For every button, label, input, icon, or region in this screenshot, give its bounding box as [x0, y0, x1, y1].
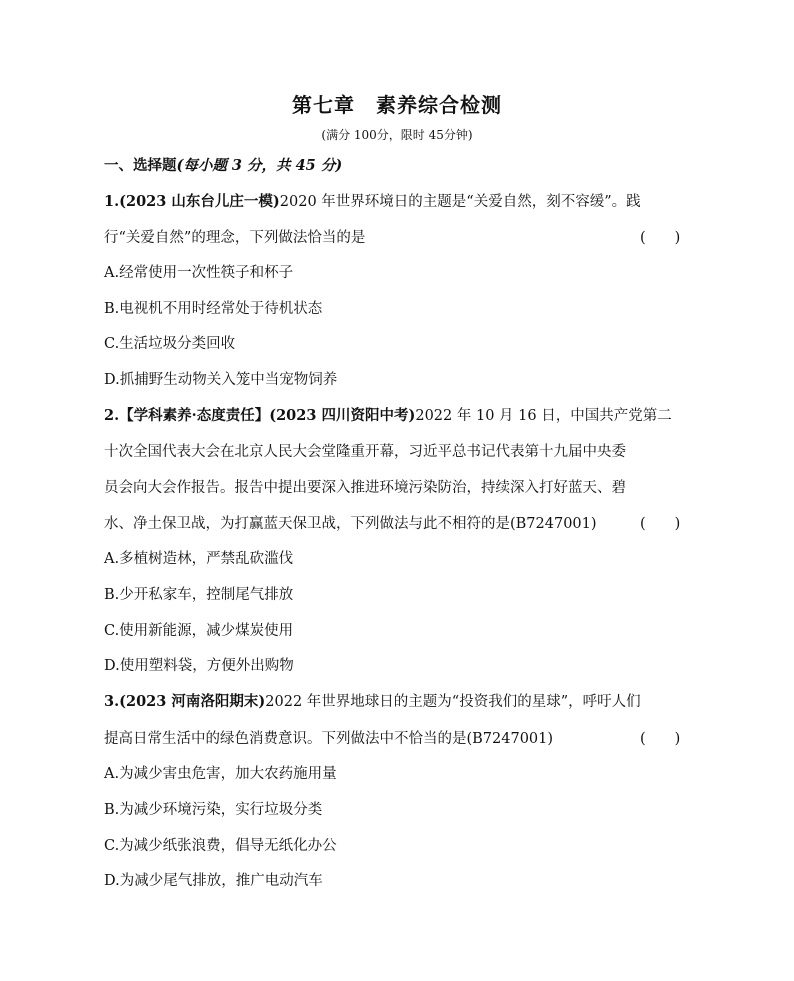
question-2-line-4: 水、净土保卫战，为打赢蓝天保卫战，下列做法与此不相符的是(B7247001) [104, 516, 597, 532]
question-1-option-d: D.抓捕野生动物关入笼中当宠物饲养 [104, 372, 338, 388]
section-heading: 一、选择题 [104, 157, 177, 174]
question-2-option-a: A.多植树造林，严禁乱砍滥伐 [104, 551, 294, 567]
question-3-option-b: B.为减少环境污染，实行垃圾分类 [104, 802, 323, 818]
question-1-line-1 [104, 192, 641, 212]
question-1-number: 1. [104, 193, 120, 210]
question-1-option-c: C.生活垃圾分类回收 [104, 336, 236, 352]
question-3-number: 3. [104, 693, 120, 710]
section-heading-line [104, 156, 342, 176]
question-2-option-c: C.使用新能源，减少煤炭使用 [104, 623, 294, 639]
question-2-answer-paren: ( ) [640, 516, 681, 532]
page-subtitle: (满分 100分，限时 45分钟) [321, 128, 473, 142]
question-2-number: 2. [104, 407, 120, 424]
question-1-option-a: A.经常使用一次性筷子和杯子 [104, 265, 294, 281]
question-3-line-1 [104, 692, 641, 712]
question-1-line-2: 行“关爱自然”的理念，下列做法恰当的是 [104, 230, 366, 246]
question-2-tag: 【学科素养·态度责任】 [119, 407, 270, 424]
section-note: (每小题 3 分，共 45 分) [176, 157, 343, 174]
question-3-text-1: 2022 年世界地球日的主题为“投资我们的星球”，呼吁人们 [265, 694, 641, 710]
question-1-source: (2023 山东台儿庄一模) [119, 193, 280, 210]
question-2-line-1 [104, 406, 672, 426]
question-3-answer-paren: ( ) [640, 731, 681, 747]
question-3-line-2: 提高日常生活中的绿色消费意识。下列做法中不恰当的是(B7247001) [104, 731, 554, 747]
question-2-option-d: D.使用塑料袋，方便外出购物 [104, 658, 294, 674]
question-1-option-b: B.电视机不用时经常处于待机状态 [104, 301, 323, 317]
question-2-line-3: 员会向大会作报告。报告中提出要深入推进环境污染防治，持续深入打好蓝天、碧 [104, 480, 626, 496]
question-3-option-d: D.为减少尾气排放，推广电动汽车 [104, 873, 323, 889]
question-1-text-1: 2020 年世界环境日的主题是“关爱自然，刻不容缓”。践 [279, 194, 641, 210]
question-3-option-c: C.为减少纸张浪费，倡导无纸化办公 [104, 838, 337, 854]
question-3-option-a: A.为减少害虫危害，加大农药施用量 [104, 766, 337, 782]
question-2-line-2: 十次全国代表大会在北京人民大会堂隆重开幕，习近平总书记代表第十九届中央委 [104, 444, 626, 460]
question-1-answer-paren: ( ) [640, 230, 681, 246]
question-3-source: (2023 河南洛阳期末) [119, 693, 266, 710]
question-2-source: (2023 四川资阳中考) [269, 407, 416, 424]
question-2-text-1: 2022 年 10 月 16 日，中国共产党第二 [415, 408, 672, 424]
page-title: 第七章 素养综合检测 [292, 93, 502, 117]
question-2-option-b: B.少开私家车，控制尾气排放 [104, 587, 294, 603]
